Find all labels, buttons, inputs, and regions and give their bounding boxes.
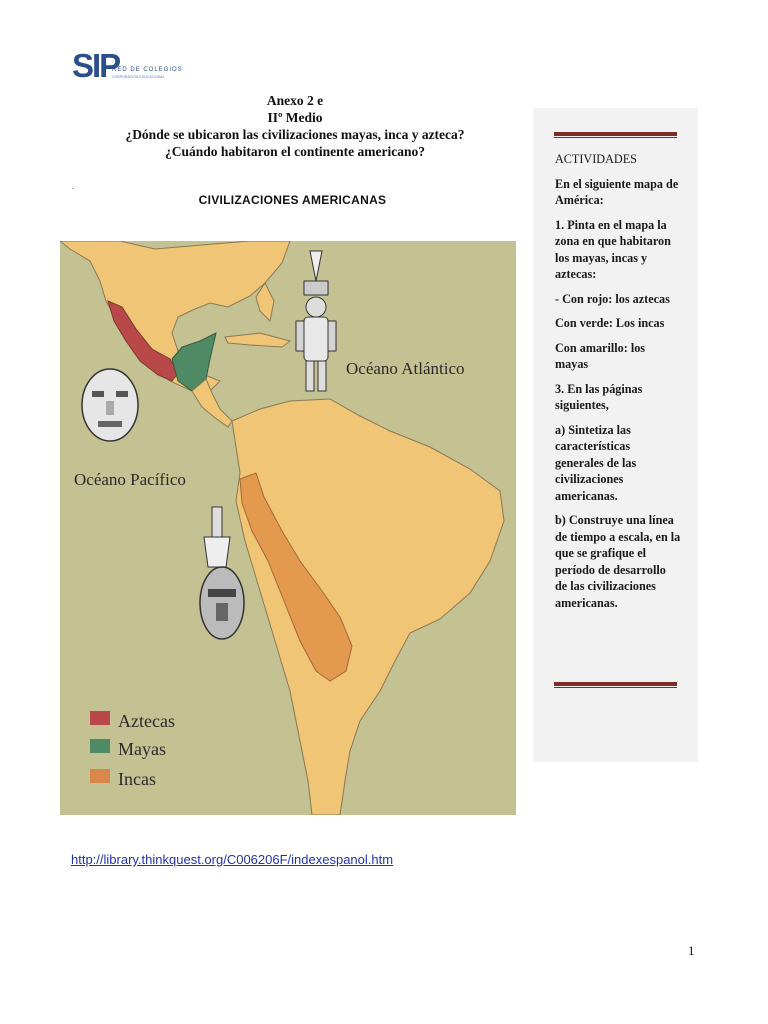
logo-small-print: CORPORACIÓN EDUCACIONAL xyxy=(112,75,165,79)
thinkquest-link[interactable]: http://library.thinkquest.org/C006206F/indexespanol.htm xyxy=(71,852,394,867)
activity-step-3: 3. En las páginas siguientes, xyxy=(555,381,643,412)
americas-map xyxy=(60,241,516,815)
legend-label-aztecas: Aztecas xyxy=(118,711,175,731)
page-number: 1 xyxy=(688,943,695,958)
legend-label-incas: Incas xyxy=(118,769,156,789)
activity-step-1: 1. Pinta en el mapa la zona en que habitaron los mayas, incas y aztecas: xyxy=(555,217,671,281)
legend-swatch-incas xyxy=(90,769,110,783)
activity-green-incas: Con verde: Los incas xyxy=(555,316,665,330)
activity-intro: En el siguiente mapa de América: xyxy=(555,176,679,207)
ocean-atlantic-label: Océano Atlántico xyxy=(346,359,465,378)
activity-red-aztecas: - Con rojo: los aztecas xyxy=(555,291,670,306)
page-heading xyxy=(80,92,510,160)
heading-question-where: ¿Dónde se ubicaron las civilizaciones mayas, inca y azteca? xyxy=(125,127,465,142)
legend-swatch-mayas xyxy=(90,739,110,753)
heading-question-when: ¿Cuándo habitaron el continente americano? xyxy=(164,144,425,159)
activities-title: ACTIVIDADES xyxy=(555,152,637,166)
heading-grade: IIº Medio xyxy=(267,110,323,125)
activities-sidebar xyxy=(533,108,698,762)
activity-synthesize: a) Sintetiza las características generales de las civilizaciones americanas. xyxy=(555,422,637,503)
sidebar-content xyxy=(555,151,681,619)
logo-tagline: RED DE COLEGIOS xyxy=(112,67,183,73)
sidebar-bottom-rule xyxy=(554,682,677,689)
legend-swatch-aztecas xyxy=(90,711,110,725)
sidebar-top-rule xyxy=(554,132,677,139)
legend-label-mayas: Mayas xyxy=(118,739,166,759)
school-logo xyxy=(72,48,192,84)
heading-annex: Anexo 2 e xyxy=(266,93,324,108)
stray-dot: . xyxy=(72,182,74,191)
ocean-pacific-label: Océano Pacífico xyxy=(74,470,186,489)
activity-yellow-mayas: Con amarillo: los mayas xyxy=(555,340,646,371)
section-title: CIVILIZACIONES AMERICANAS xyxy=(198,193,387,207)
stone-head-illustration xyxy=(82,369,138,441)
activity-timeline: b) Construye una línea de tiempo a escala, en la que se grafique el período de desarrollo de las civilizaciones americanas. xyxy=(555,513,681,610)
logo-brand: SIP xyxy=(72,47,120,84)
